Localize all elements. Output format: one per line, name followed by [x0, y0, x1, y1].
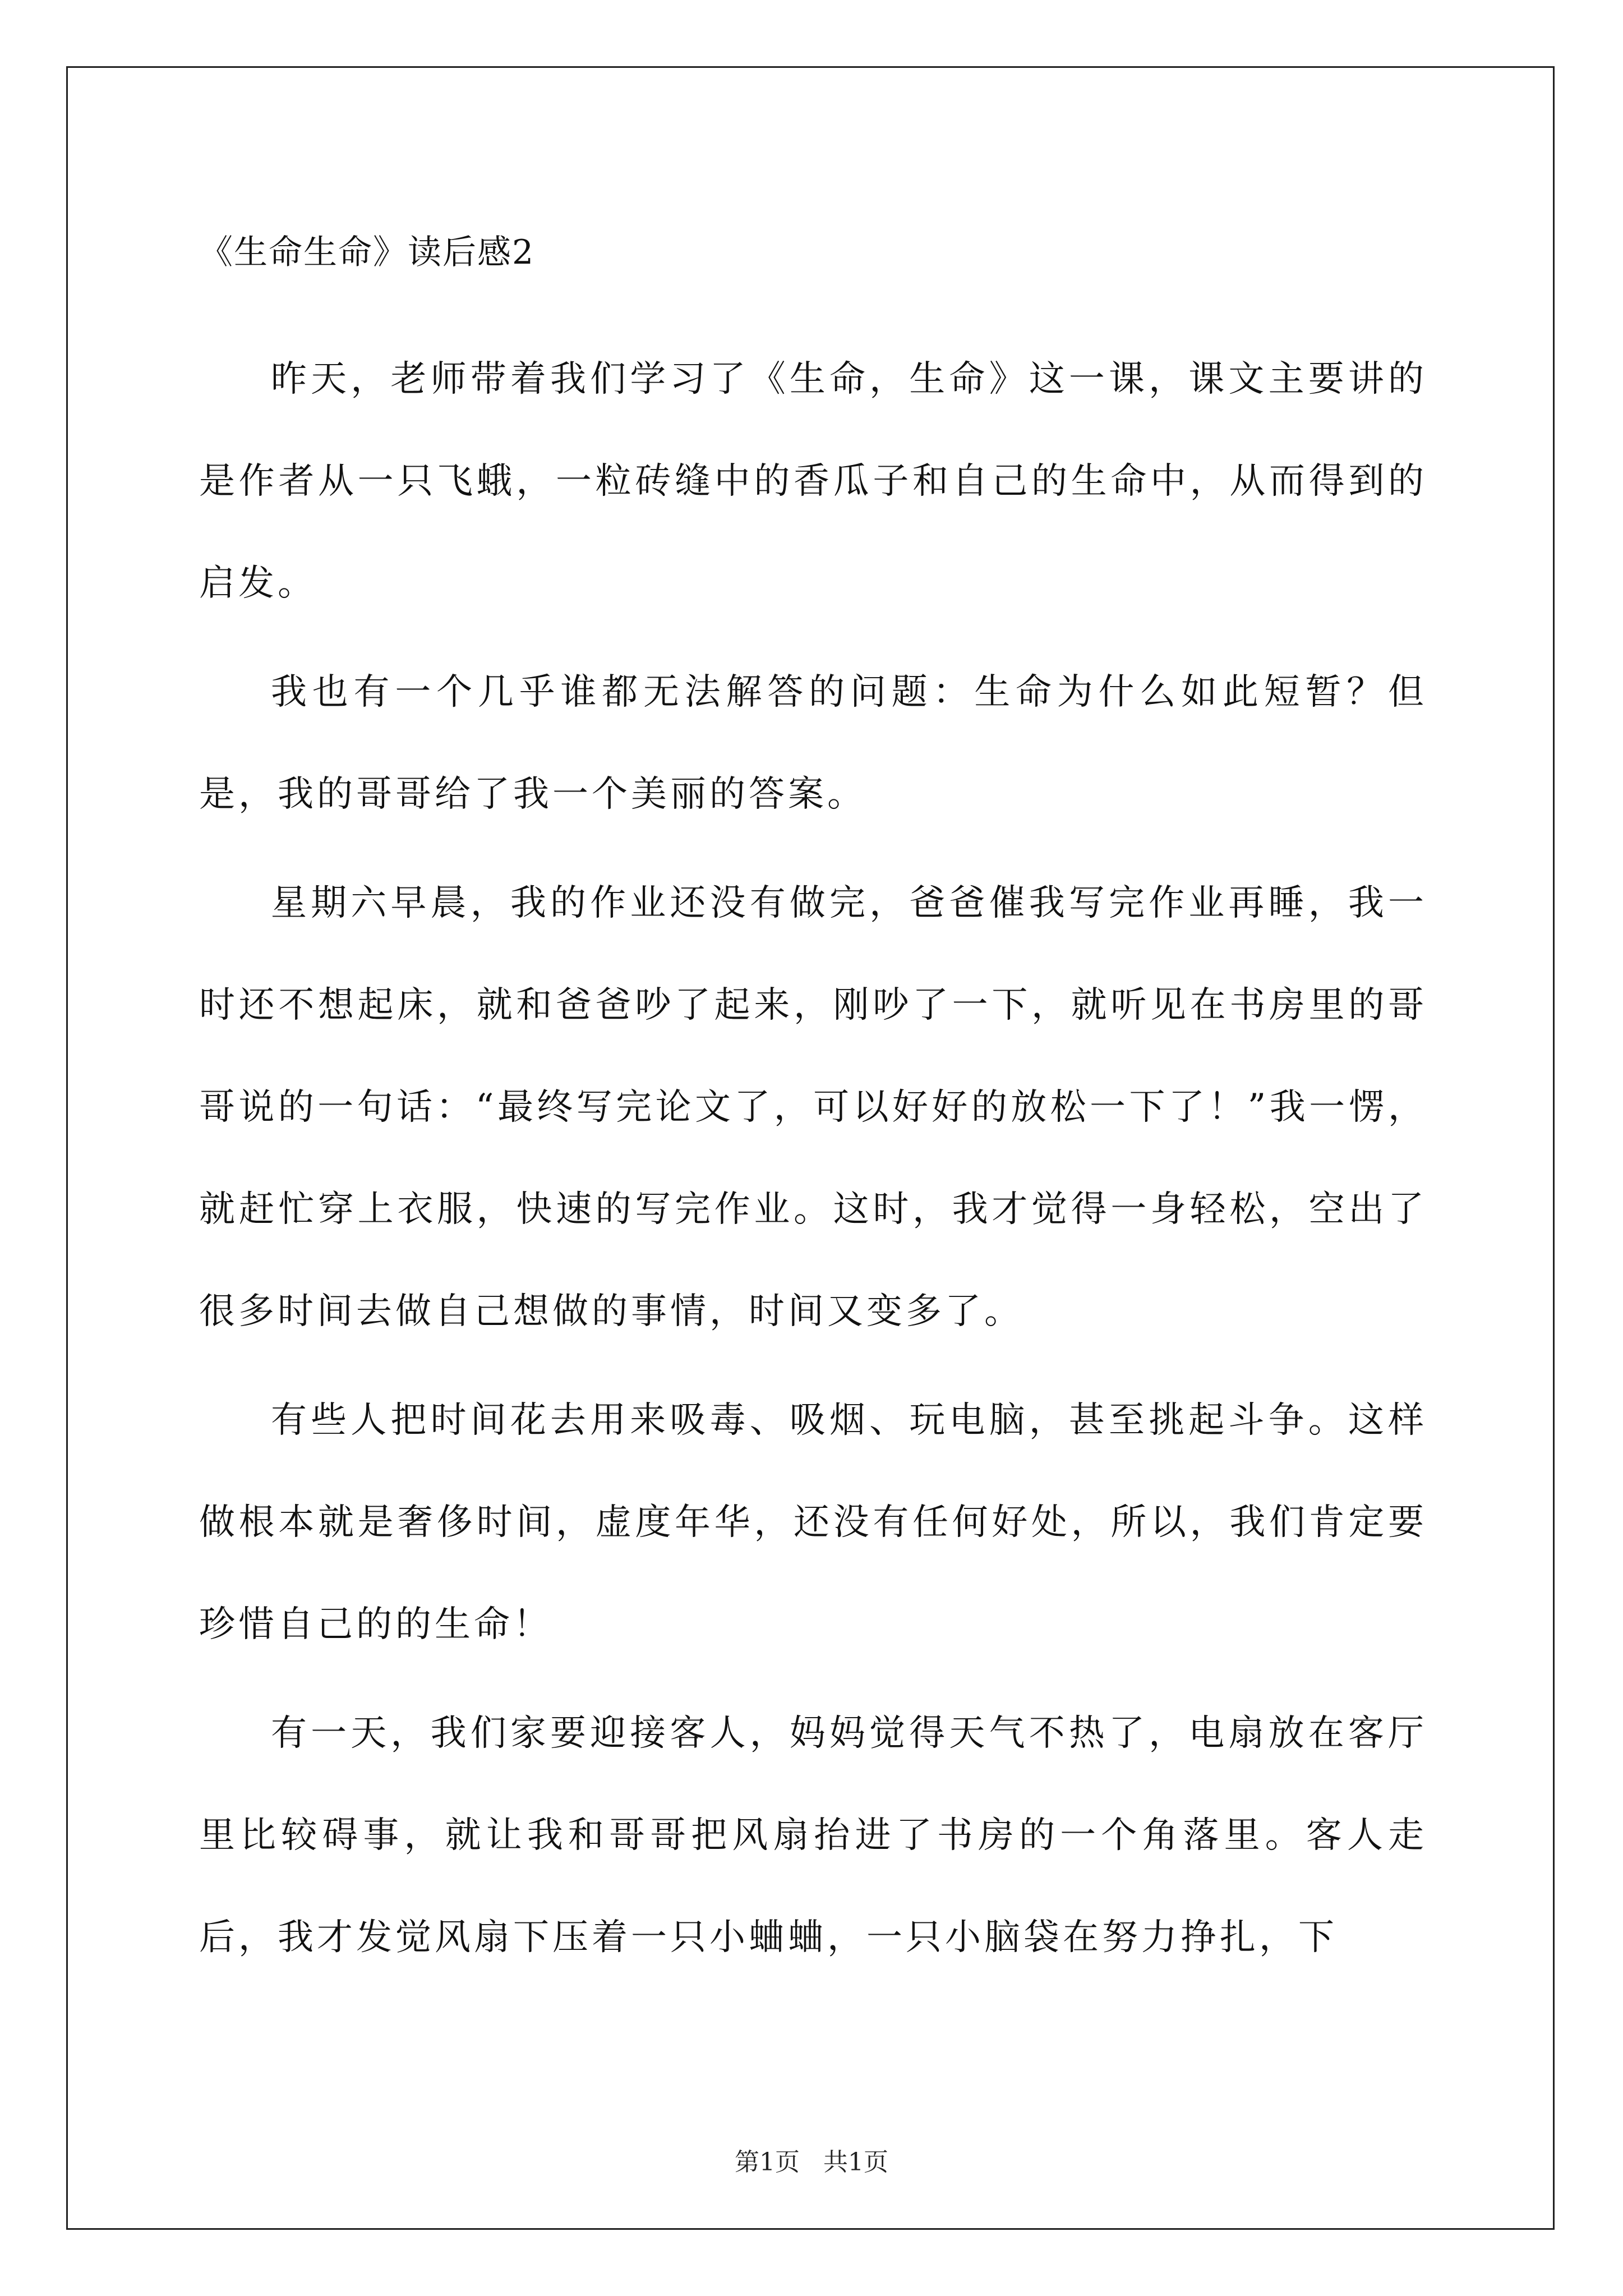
document-body: [199, 222, 1427, 1995]
document-title: 《生命生命》读后感2: [199, 233, 535, 272]
paragraph: 昨天，老师带着我们学习了《生命，生命》这一课，课文主要讲的是作者从一只飞蛾，一粒砖缝中的香瓜子和自己的生命中，从而得到的启发。: [199, 358, 1427, 604]
paragraph: 我也有一个几乎谁都无法解答的问题：生命为什么如此短暂？但是，我的哥哥给了我一个美丽的答案。: [199, 671, 1427, 815]
paragraph: 有些人把时间花去用来吸毒、吸烟、玩电脑，甚至挑起斗争。这样做根本就是奢侈时间，虚度年华，还没有任何好处，所以，我们肯定要珍惜自己的的生命！: [199, 1400, 1427, 1645]
paragraph: 有一天，我们家要迎接客人，妈妈觉得天气不热了，电扇放在客厅里比较碍事，就让我和哥哥把风扇抬进了书房的一个角落里。客人走后，我才发觉风扇下压着一只小蛐蛐，一只小脑袋在努力挣扎，下: [199, 1713, 1427, 1958]
paragraph: 星期六早晨，我的作业还没有做完，爸爸催我写完作业再睡，我一时还不想起床，就和爸爸吵了起来，刚吵了一下，就听见在书房里的哥哥说的一句话：“最终写完论文了，可以好好的放松一下了！”我一愣，就赶忙穿上衣服，快速的写完作业。这时，我才觉得一身轻松，空出了很多时间去做自己想做的事情，时间又变多了。: [199, 882, 1427, 1332]
page-total: 共1页: [823, 2148, 888, 2177]
page-number: 第1页: [735, 2148, 800, 2177]
page-footer: [0, 2146, 1623, 2179]
